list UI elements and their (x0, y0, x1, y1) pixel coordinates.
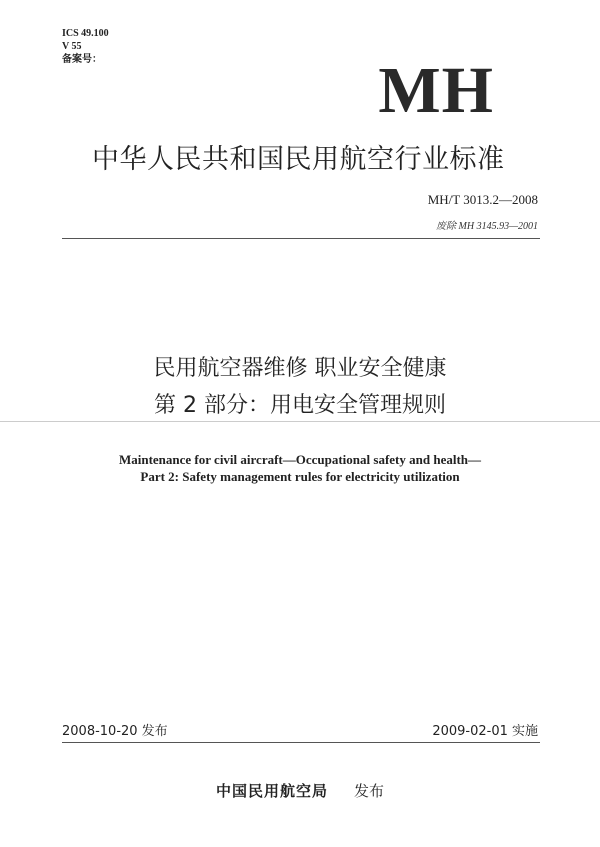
organization-title: 中华人民共和国民用航空行业标准 (92, 144, 505, 175)
title-line-1: 民用航空器维修 职业安全健康 (153, 356, 447, 381)
issue-action: 发布 (354, 782, 385, 800)
scan-line (0, 421, 600, 422)
issuer-line (0, 782, 600, 800)
english-title-line-1: Maintenance for civil aircraft—Occupational safety and health— (118, 452, 482, 467)
header-divider (62, 238, 540, 239)
ics-code: ICS 49.100 (62, 28, 109, 39)
footer-divider (62, 742, 540, 743)
issuing-authority: 中国民用航空局 (215, 782, 328, 800)
standard-logo: MH (378, 54, 494, 127)
standard-number: MH/T 3013.2—2008 (427, 192, 538, 207)
issue-date: 2008-10-20 发布 (62, 724, 168, 739)
english-title-line-2: Part 2: Safety management rules for electricity utilization (140, 469, 460, 484)
implementation-date: 2009-02-01 实施 (432, 724, 538, 739)
title-line-2: 第 2 部分：用电安全管理规则 (154, 393, 446, 418)
category-code: V 55 (62, 41, 82, 52)
filing-number-label: 备案号： (62, 54, 102, 65)
replaces-note: 废除 MH 3145.93—2001 (436, 221, 538, 232)
